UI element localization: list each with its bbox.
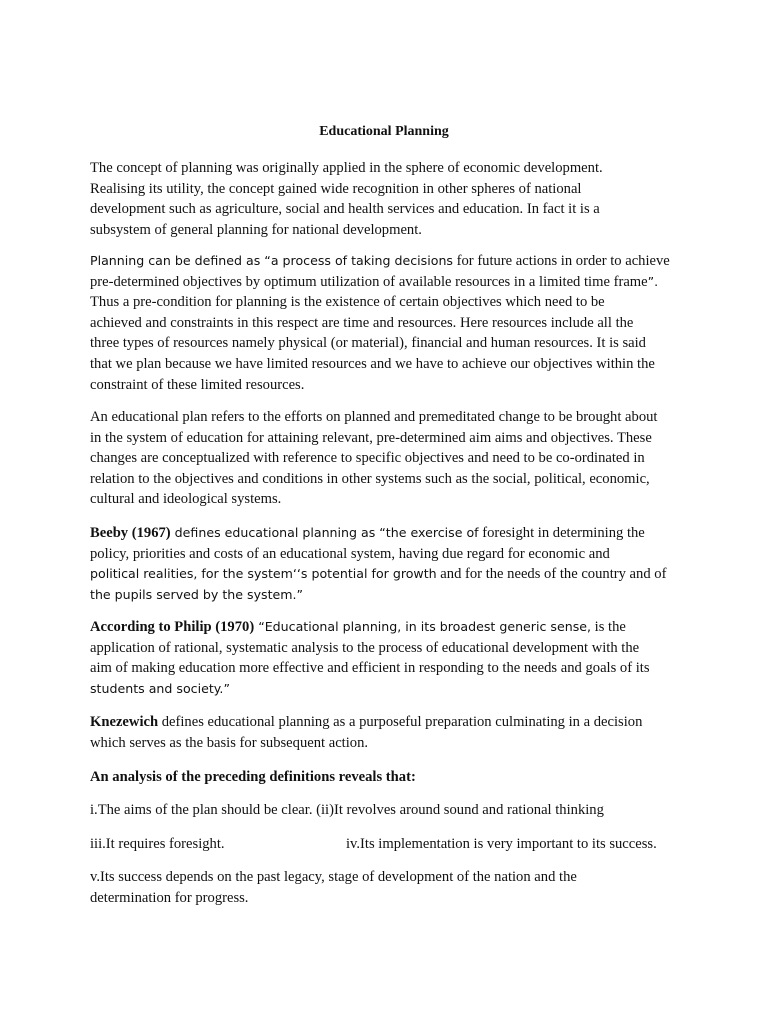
text-line: constraint of these limited resources. [90, 376, 305, 393]
text-segment: and for the needs of the country and of [436, 566, 667, 583]
document-title: Educational Planning [319, 124, 449, 139]
text-segment: defines educational planning as a purposeful preparation culminating in a decision [158, 714, 643, 730]
list-item-v [90, 867, 690, 908]
text-line: v.Its success depends on the past legacy, stage of development of the nation and the [90, 869, 577, 885]
text-line: the pupils served by the system.” [90, 586, 304, 602]
list-item-iii: iii.It requires foresight. [90, 836, 225, 852]
text-line [90, 617, 690, 638]
text-line: An educational plan refers to the efforts on planned and premeditated change to be brought about [90, 409, 658, 425]
list-item-i-ii: i.The aims of the plan should be clear. (ii)It revolves around sound and rational thinking [90, 802, 604, 818]
text-segment: for future actions in order to achieve [453, 253, 670, 269]
text-segment: pre-determined objectives by optimum utilization of available resources in a limited time frame [90, 273, 648, 290]
text-line [90, 272, 690, 293]
quote-text: defines educational planning as “the exercise of [170, 525, 479, 540]
text-line: cultural and ideological systems. [90, 491, 282, 508]
text-segment: is the [591, 619, 626, 635]
paragraph-educational-plan [90, 407, 690, 510]
text-line: application of rational, systematic analysis to the process of educational development with the [90, 639, 640, 656]
text-line: students and society.” [90, 680, 230, 696]
text-line: policy, priorities and costs of an educational system, having due regard for economic and [90, 545, 610, 562]
author-name: Knezewich [90, 714, 159, 730]
text-line: three types of resources namely physical (or material), financial and human resources. It is said [90, 335, 646, 352]
text-line: relation to the objectives and conditions in other systems such as the social, political, economic, [90, 470, 650, 487]
text-line: development such as agriculture, social and health services and education. In fact it is a [90, 201, 600, 218]
text-line: which serves as the basis for subsequent action. [90, 734, 369, 751]
paragraph-knezewich-definition [90, 712, 690, 753]
quote-text: “Educational planning, in its broadest generic sense, [254, 619, 592, 634]
text-line: Realising its utility, the concept gained wide recognition in other spheres of national [90, 180, 582, 197]
text-line: determination for progress. [90, 889, 249, 906]
text-line: changes are conceptualized with reference to specific objectives and need to be co-ordinated in [90, 450, 645, 467]
text-line [90, 564, 690, 585]
text-line: achieved and constraints in this respect are time and resources. Here resources include all the [90, 314, 634, 331]
text-segment: foresight in determining the [478, 525, 645, 541]
paragraph-planning-concept [90, 158, 690, 240]
text-line [90, 251, 690, 272]
list-item-iv: iv.Its implementation is very important to its success. [346, 836, 657, 852]
analysis-heading: An analysis of the preceding definitions reveals that: [90, 769, 416, 785]
text-line [90, 712, 690, 733]
author-name: According to Philip (1970) [90, 619, 255, 635]
text-line: in the system of education for attaining relevant, pre-determined aim aims and objectives. These [90, 429, 652, 446]
text-line: aim of making education more effective and efficient in responding to the needs and goals of its [90, 660, 650, 677]
text-line [90, 523, 690, 544]
text-line: that we plan because we have limited resources and we have to achieve our objectives within the [90, 355, 655, 372]
quote-text: political realities, for the system‘‘s potential for growth [90, 566, 437, 582]
text-line: subsystem of general planning for national development. [90, 221, 422, 238]
text-line: The concept of planning was originally applied in the sphere of economic development. [90, 160, 603, 176]
text-line: Thus a pre-condition for planning is the existence of certain objectives which need to be [90, 294, 605, 311]
author-name: Beeby (1967) [90, 525, 171, 541]
paragraph-philip-definition [90, 617, 690, 699]
quote-close: ”. [647, 273, 659, 289]
paragraph-beeby-definition [90, 523, 690, 605]
quote-text: Planning can be defined as “a process of taking decisions [90, 253, 453, 268]
paragraph-planning-definition [90, 251, 690, 395]
